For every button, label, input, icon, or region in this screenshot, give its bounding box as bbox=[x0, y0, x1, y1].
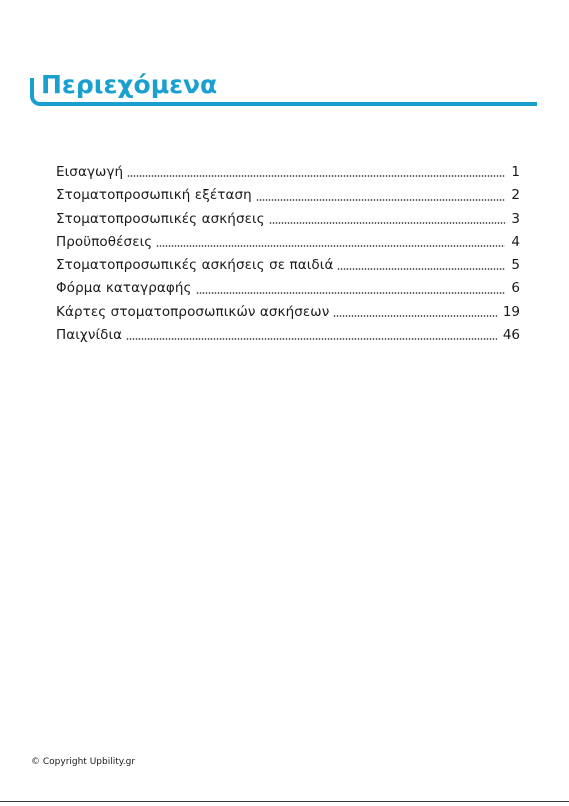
toc-entry[interactable] bbox=[56, 231, 520, 254]
page-title-block bbox=[30, 70, 535, 106]
toc-entry[interactable] bbox=[56, 324, 520, 347]
toc-entry-label: Κάρτες στοματοπροσωπικών ασκήσεων bbox=[56, 303, 330, 320]
toc-dot-leader bbox=[256, 199, 506, 201]
page-bottom-divider bbox=[0, 801, 569, 802]
toc-entry-page: 3 bbox=[511, 210, 520, 227]
toc-entry-page: 4 bbox=[511, 233, 520, 250]
toc-dot-leader bbox=[127, 175, 505, 177]
toc-entry-label: Στοματοπροσωπική εξέταση bbox=[56, 187, 252, 204]
toc-entry[interactable] bbox=[56, 301, 520, 324]
toc-entry[interactable] bbox=[56, 208, 520, 231]
toc-entry-page: 5 bbox=[511, 257, 520, 274]
toc-entry[interactable] bbox=[56, 254, 520, 277]
toc-entry-page: 6 bbox=[511, 280, 520, 297]
toc-dot-leader bbox=[126, 338, 497, 340]
toc-entry-page: 2 bbox=[511, 187, 520, 204]
copyright-notice: © Copyright Upbility.gr bbox=[31, 757, 136, 767]
page-title: Περιεχόμενα bbox=[41, 70, 218, 99]
toc-dot-leader bbox=[333, 315, 496, 317]
toc-entry-label: Φόρμα καταγραφής bbox=[56, 280, 192, 297]
toc-entry-page: 19 bbox=[502, 303, 520, 320]
toc-entry-page: 46 bbox=[502, 327, 520, 344]
toc-entry-label: Προϋποθέσεις bbox=[56, 233, 153, 250]
toc-entry-label: Παιχνίδια bbox=[56, 327, 123, 344]
toc-entry[interactable] bbox=[56, 184, 520, 207]
toc-entry[interactable] bbox=[56, 161, 520, 184]
toc-entry-label: Στοματοπροσωπικές ασκήσεις σε παιδιά bbox=[56, 257, 334, 274]
toc-dot-leader bbox=[337, 268, 505, 270]
toc-entry-label: Εισαγωγή bbox=[56, 164, 124, 180]
toc-entry[interactable] bbox=[56, 277, 520, 300]
table-of-contents bbox=[56, 161, 520, 347]
toc-entry-label: Στοματοπροσωπικές ασκήσεις bbox=[56, 210, 265, 227]
toc-dot-leader bbox=[269, 222, 506, 224]
toc-dot-leader bbox=[196, 292, 506, 294]
toc-dot-leader bbox=[156, 245, 505, 247]
toc-entry-page: 1 bbox=[511, 164, 520, 180]
